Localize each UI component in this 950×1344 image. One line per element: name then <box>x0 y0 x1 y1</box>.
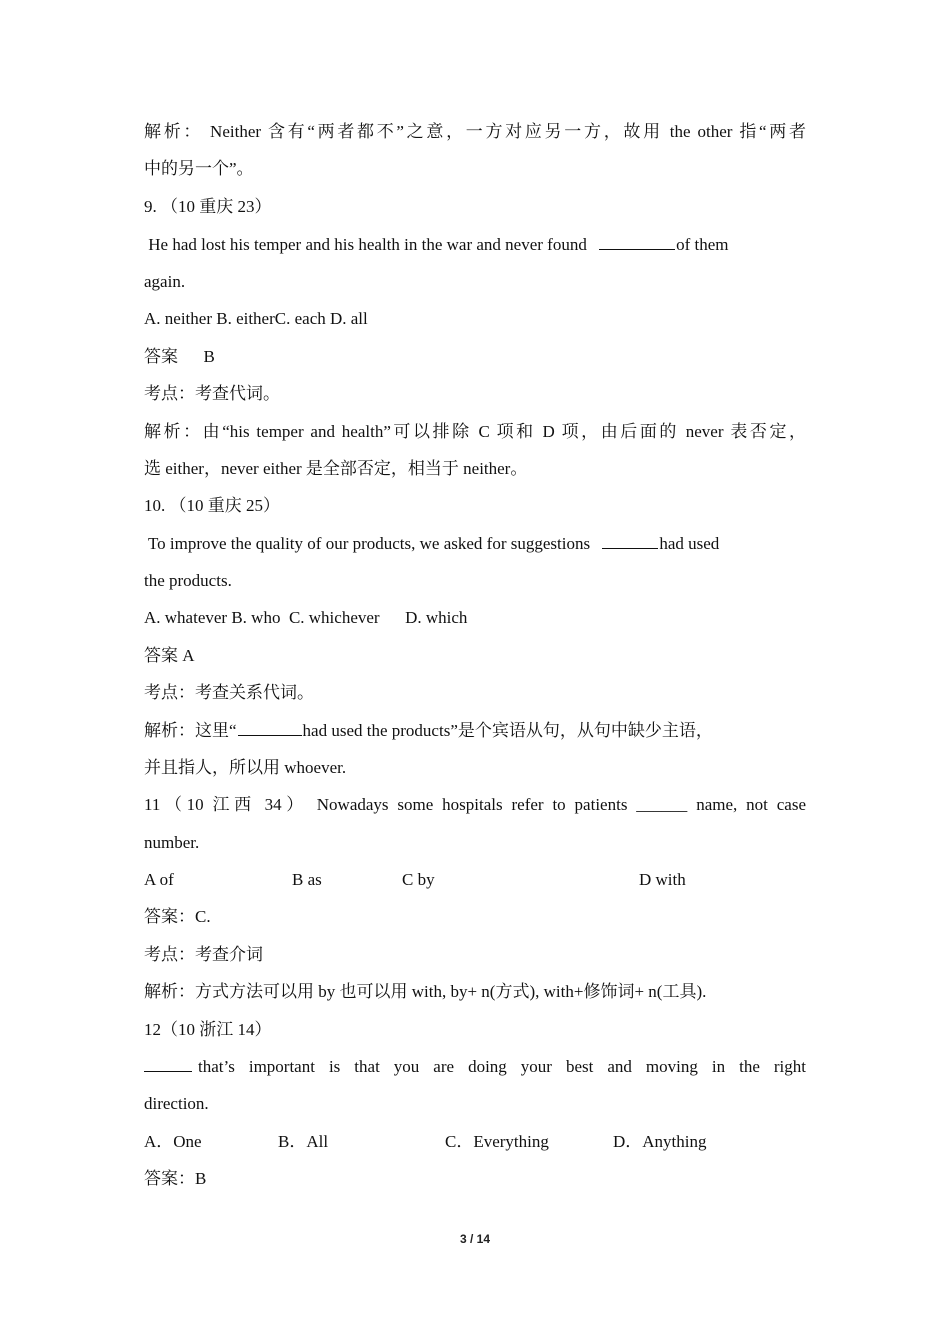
q11-option-d: D with <box>639 870 686 889</box>
page-number: 3 / 14 <box>459 1232 491 1246</box>
q10-analysis-line <box>144 719 806 743</box>
q9-analysis-1: 解析：由“his temper and health”可以排除 C 项和 D 项，由后面的 never 表否定， <box>144 422 806 441</box>
q10-options: A. whatever B. who C. whichever D. which <box>144 608 468 627</box>
q12-option-a: A．One <box>144 1132 202 1151</box>
q12-text-a: that’s important is that you are doing your best and moving in the right <box>198 1057 806 1076</box>
q10-text-b: had used <box>659 534 720 553</box>
q10-header: 10. （10 重庆 25） <box>144 496 280 515</box>
q10-question-line <box>144 532 806 556</box>
q11-analysis: 解析：方式方法可以用 by 也可以用 with, by+ n(方式), with+修饰词+ n(工具). <box>144 982 707 1001</box>
answer-blank <box>238 719 302 736</box>
q9-header: 9. （10 重庆 23） <box>144 197 272 216</box>
q11-answer: 答案：C. <box>144 907 211 926</box>
answer-blank <box>144 1055 192 1072</box>
q9-question-cont: again. <box>144 272 186 291</box>
q12-header: 12（10 浙江 14） <box>144 1020 272 1039</box>
q9-text-a: He had lost his temper and his health in the war and never found <box>144 235 592 254</box>
q10-analysis-b: had used the products”是个宾语从句，从句中缺少主语， <box>302 721 713 740</box>
q10-analysis-2: 并且指人，所以用 whoever. <box>144 758 347 777</box>
q9-options: A. neither B. eitherC. each D. all <box>144 309 368 328</box>
answer-blank <box>599 233 675 250</box>
q10-answer: 答案 A <box>144 646 195 665</box>
q12-option-d: D．Anything <box>613 1132 707 1151</box>
q11-option-b: B as <box>292 870 322 889</box>
q11-option-c: C by <box>402 870 435 889</box>
q9-question-line <box>144 233 806 257</box>
answer-blank <box>602 532 658 549</box>
q11-point: 考点：考查介词 <box>144 945 263 964</box>
q11-option-a: A of <box>144 870 174 889</box>
q12-answer: 答案：B <box>144 1169 207 1188</box>
q10-analysis-a: 解析：这里“ <box>144 721 237 740</box>
q12-option-c: C．Everything <box>445 1132 549 1151</box>
q9-answer: 答案 B <box>144 347 215 366</box>
q9-text-b: of them <box>676 235 729 254</box>
q9-analysis-2: 选 either，never either 是全部否定，相当于 neither。 <box>144 459 528 478</box>
q11-question: 11（10 江西 34） Nowadays some hospitals refer to patients ______ name, not case <box>144 795 806 814</box>
q12-question-cont: direction. <box>144 1094 209 1113</box>
q11-question-cont: number. <box>144 833 200 852</box>
q10-question-cont: the products. <box>144 571 232 590</box>
q9-point: 考点：考查代词。 <box>144 384 280 403</box>
analysis-line-q8: 解析： Neither 含有“两者都不”之意，一方对应另一方，故用 the other 指“两者 <box>144 122 806 141</box>
q12-question-line <box>144 1055 806 1079</box>
q10-point: 考点：考查关系代词。 <box>144 683 314 702</box>
analysis-line-q8-cont: 中的另一个”。 <box>144 159 254 178</box>
q12-option-b: B．All <box>278 1132 329 1151</box>
q10-text-a: To improve the quality of our products, we asked for suggestions <box>144 534 595 553</box>
